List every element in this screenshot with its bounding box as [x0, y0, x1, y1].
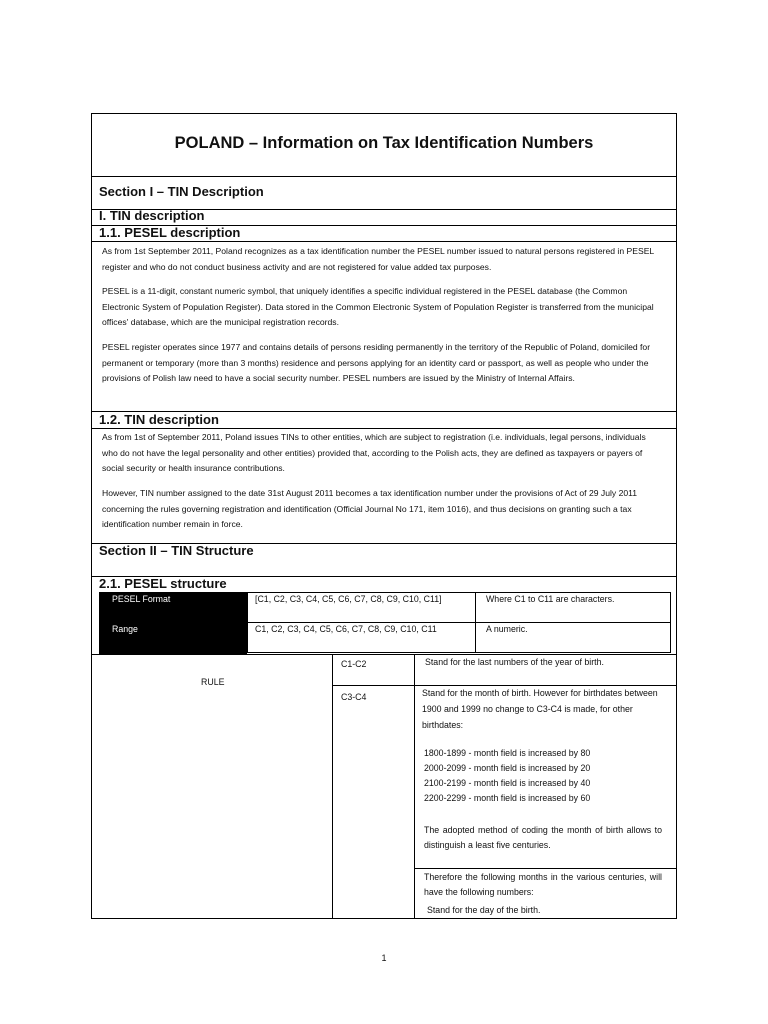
page-number: 1 — [381, 953, 387, 963]
c3-c4-code: C3-C4 — [341, 692, 367, 702]
pesel-format-value: [C1, C2, C3, C4, C5, C6, C7, C8, C9, C10, C11] — [255, 594, 442, 604]
subsection-i-heading: I. TIN description — [99, 208, 205, 223]
pesel-description-block — [92, 242, 676, 412]
month-offset-item: 2200-2299 - month field is increased by 60 — [424, 793, 591, 803]
pesel-paragraph-2: PESEL is a 11-digit, constant numeric symbol, that uniquely identifies a specific individual registered in the PESEL database (the Common Electronic System of Population Register). Data stored in the Common Electronic System of Population Register is transferred from the municipal offices' database, which are the municipal registration records. — [102, 286, 654, 327]
pesel-format-note: Where C1 to C11 are characters. — [486, 594, 615, 604]
section-1-heading: Section I – TIN Description — [99, 184, 264, 199]
pesel-paragraph-1: As from 1st September 2011, Poland recognizes as a tax identification number the PESEL number issued to natural persons registered in PESEL register and who do not conduct business activity and are not registered for value added tax purposes. — [102, 246, 654, 272]
pesel-format-label: PESEL Format — [112, 594, 171, 604]
tin-paragraph-2: However, TIN number assigned to the date 31st August 2011 becomes a tax identification number under the provisions of Act of 29 July 2011 concerning the rules governing registration and identification (Official Journal No 171, item 1016), and thus decisions on granting such a tax identification number remain in force. — [102, 488, 638, 529]
subsection-1-1-row — [92, 226, 676, 242]
tin-paragraph-1: As from 1st of September 2011, Poland issues TINs to other entities, which are subject to registration (i.e. individuals, legal persons, individuals who do not have the legal personality and other entities) provided that, according to the Polish acts, they are defined as taxpayers or payers of social security or health insurance contributions. — [102, 432, 646, 473]
format-label-column — [99, 592, 247, 654]
rule-table-right-divider — [414, 654, 415, 919]
title-row — [92, 114, 676, 177]
c1-c2-description: Stand for the last numbers of the year of birth. — [425, 657, 604, 667]
section-2-heading: Section II – TIN Structure — [99, 543, 254, 558]
rule-table-therefore-border — [414, 868, 676, 869]
pesel-paragraph-3: PESEL register operates since 1977 and contains details of persons residing permanently in the territory of the Republic of Poland, domiciled for permanent or temporary (more than 3 months) residence and persons applying for an identity card or passport, as well as people who under the provisions of Polish law need to have a social security number. PESEL numbers are issued by the Ministry of Internal Affairs. — [102, 342, 651, 383]
day-of-birth-text: Stand for the day of the birth. — [427, 905, 541, 915]
subsection-2-1-row — [92, 577, 676, 593]
month-offset-list — [424, 746, 670, 806]
subsection-1-2-heading: 1.2. TIN description — [99, 412, 219, 427]
adopted-method-text: The adopted method of coding the month of birth allows to distinguish a least five centuries. — [424, 825, 662, 850]
therefore-text: Therefore the following months in the various centuries, will have the following numbers: — [424, 872, 662, 897]
c1-c2-code: C1-C2 — [341, 659, 367, 669]
rule-label: RULE — [201, 677, 225, 687]
subsection-1-1-heading: 1.1. PESEL description — [99, 225, 241, 240]
subsection-i-row — [92, 210, 676, 226]
format-table-divider — [475, 592, 476, 653]
tin-description-block — [92, 429, 676, 544]
subsection-2-1-heading: 2.1. PESEL structure — [99, 576, 227, 591]
month-offset-item: 1800-1899 - month field is increased by 80 — [424, 748, 591, 758]
month-offset-item: 2100-2199 - month field is increased by 40 — [424, 778, 591, 788]
format-table-right-border — [670, 592, 671, 653]
section-1-row — [92, 177, 676, 210]
format-table-bottom-border — [247, 652, 671, 653]
format-table-left-border — [247, 592, 248, 653]
page-title: POLAND – Information on Tax Identification Numbers — [174, 134, 594, 152]
c3-c4-description: Stand for the month of birth. However for birthdates between 1900 and 1999 no change to C3-C4 is made, for other birthdates: — [422, 688, 658, 730]
range-note: A numeric. — [486, 624, 528, 634]
month-offset-item: 2000-2099 - month field is increased by 20 — [424, 763, 591, 773]
document-frame — [91, 113, 677, 919]
range-label: Range — [112, 624, 138, 634]
subsection-1-2-row — [92, 412, 676, 429]
section-2-row — [92, 544, 676, 577]
range-value: C1, C2, C3, C4, C5, C6, C7, C8, C9, C10, C11 — [255, 624, 437, 634]
rule-table-left-divider — [332, 654, 333, 919]
